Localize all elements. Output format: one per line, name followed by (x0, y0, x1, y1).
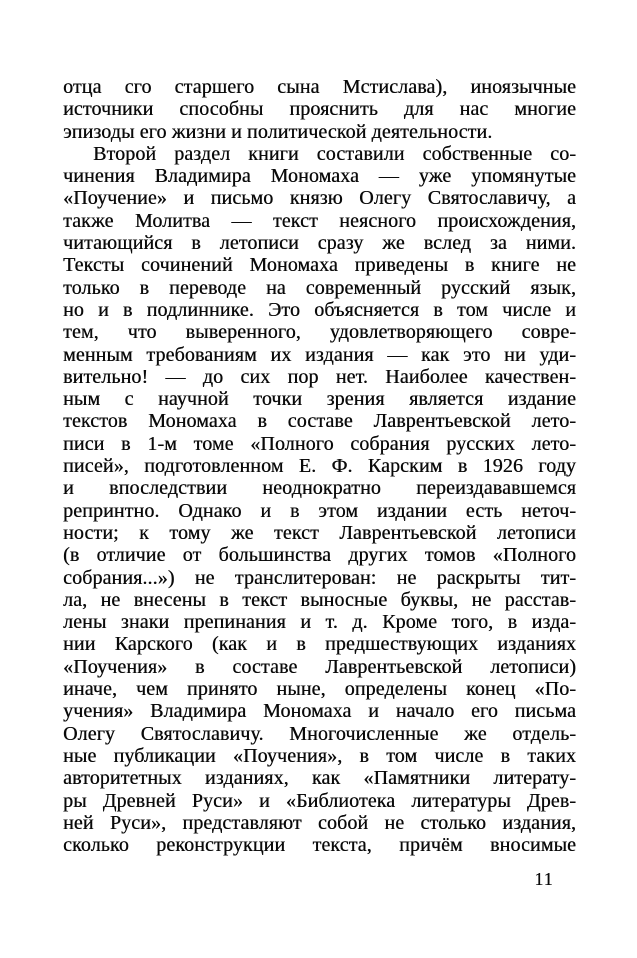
text-line: ры Древней Руси» и «Библиотека литературы Древ- (63, 789, 576, 812)
text-line: но и в подлиннике. Это объясняется в том числе и (63, 298, 576, 321)
text-line: ней Руси», представляют собой не столько издания, (63, 811, 576, 834)
text-line: писей», подготовленном Е. Ф. Карским в 1926 году (63, 455, 576, 478)
text-line: отца сго старшего сына Мстислава), иноязычные (63, 76, 576, 98)
text-line: «Поучение» и письмо князю Олегу Святославичу, а (63, 187, 576, 210)
text-line: собрания...») не транслитерован: не раскрыты тит- (63, 566, 576, 589)
text-line: нии Карского (как и в предшествующих изданиях (63, 633, 576, 656)
text-line: читающийся в летописи сразу же вслед за ними. (63, 232, 576, 255)
text-line: Олегу Святославичу. Многочисленные же отдель- (63, 722, 576, 745)
text-line: ности; к тому же текст Лаврентьевской летописи (63, 521, 576, 544)
text-line: иначе, чем принято ныне, определены конец «По- (63, 678, 576, 701)
text-line: источники способны прояснить для нас многие (63, 98, 576, 121)
text-line: авторитетных изданиях, как «Памятники литерату- (63, 767, 576, 790)
text-line: Тексты сочинений Мономаха приведены в книге не (63, 254, 576, 277)
page-number: 11 (534, 869, 554, 889)
text-line: также Молитва — текст неясного происхождения, (63, 209, 576, 232)
text-line: вительно! — до сих пор нет. Наиболее качествен- (63, 365, 576, 388)
text-line: (в отличие от большинства других томов «Полного (63, 544, 576, 567)
text-line: тем, что выверенного, удовлетворяющего совре- (63, 321, 576, 344)
text-line: и впоследствии неоднократно переиздававшемся (63, 477, 576, 500)
book-page-text (63, 76, 576, 856)
text-line: только в переводе на современный русский язык, (63, 276, 576, 299)
text-line: менным требованиям их издания — как это ни уди- (63, 343, 576, 366)
text-line: лены знаки препинания и т. д. Кроме того, в изда- (63, 611, 576, 634)
text-line: чинения Владимира Мономаха — уже упомянутые (63, 165, 576, 188)
text-line: текстов Мономаха в составе Лаврентьевской лето- (63, 410, 576, 433)
text-line: ным с научной точки зрения является издание (63, 388, 576, 411)
text-line: ные публикации «Поучения», в том числе в таких (63, 744, 576, 767)
text-line: Второй раздел книги составили собственные со- (93, 142, 576, 165)
text-line: ла, не внесены в текст выносные буквы, не расстав- (63, 588, 576, 611)
text-line: репринтно. Однако и в этом издании есть неточ- (63, 499, 576, 522)
text-line: «Поучения» в составе Лаврентьевской летописи) (63, 655, 576, 678)
text-line: учения» Владимира Мономаха и начало его письма (63, 700, 576, 723)
text-line: эпизоды его жизни и политической деятельности. (63, 120, 493, 143)
text-line: писи в 1-м томе «Полного собрания русских лето- (63, 432, 576, 455)
text-line: сколько реконструкции текста, причём вносимые (63, 834, 576, 857)
